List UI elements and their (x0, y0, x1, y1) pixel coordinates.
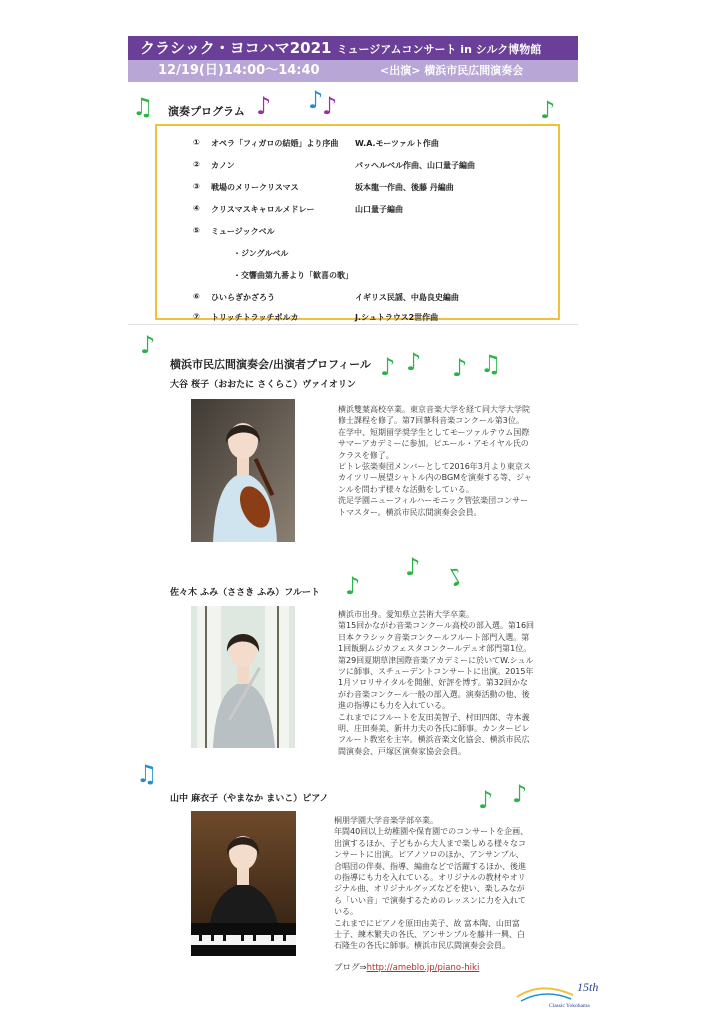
bio-line: 年間40回以上幼稚園や保育園でのコンサートを企画、 (334, 827, 529, 837)
logo-anniversary: 15th (577, 980, 599, 994)
program-number: ① (193, 138, 200, 147)
program-heading: 演奏プログラム (168, 105, 245, 118)
concert-subtitle: ミュージアムコンサート in シルク博物館 (336, 43, 542, 56)
music-note-icon: ♫ (136, 760, 158, 788)
flutist-photo (191, 606, 295, 748)
logo-brand: Classic Yokohama (549, 1003, 590, 1009)
performer-name: 山中 麻衣子（やまなか まいこ）ピアノ (170, 794, 329, 804)
bio-line: 日本クラシック音楽コンクールフルート部門入選。第 (338, 632, 530, 642)
blog-line (334, 961, 479, 973)
music-note-icon: ♪ (256, 92, 272, 120)
bio-line: 第15回かながわ音楽コンクール高校の部入選。第16回 (338, 621, 535, 631)
bio-line: これまでにフルートを友田美智子、村田四郎、寺本義 (338, 712, 530, 722)
violinist-photo (191, 399, 295, 542)
program-piece: クリスマスキャロルメドレー (211, 205, 315, 214)
performer-label: <出演> 横浜市民広間演奏会 (380, 64, 524, 77)
bio-line: 1月ソロリサイタルを開催、好評を博す。第32回かな (338, 678, 528, 688)
bio-line: 横浜市出身。愛知県立芸術大学卒業。 (338, 610, 474, 619)
program-composer: 山口量子編曲 (355, 205, 403, 214)
program-item (193, 204, 553, 218)
music-note-icon: ♪ (405, 553, 421, 581)
bio-line: 修士課程を修了。第7回蓼科音楽コンクール第3位。 (338, 416, 524, 426)
performer-bio (338, 609, 534, 757)
classic-yokohama-logo (515, 975, 625, 1011)
program-piece: 戦場のメリークリスマス (211, 183, 299, 192)
bio-line: 間演奏会、戸塚区演奏家協会会員。 (338, 746, 466, 756)
program-piece: ひいらぎかざろう (211, 293, 275, 302)
bio-line: ンルを問わず様々な活動をしている。 (338, 484, 474, 494)
program-number: ③ (193, 182, 200, 191)
music-note-icon: ♪ (380, 353, 396, 381)
program-number: ② (193, 160, 200, 169)
program-piece: オペラ「フィガロの結婚」より序曲 (211, 139, 339, 148)
program-number: ⑥ (193, 292, 200, 301)
music-note-icon: ♪ (345, 572, 361, 600)
program-composer: 坂本龍一作曲、後藤 丹編曲 (355, 183, 454, 192)
music-note-icon: ♪ (140, 331, 156, 359)
date-banner (128, 60, 578, 82)
music-note-icon: ♪ (442, 561, 470, 593)
program-item (193, 226, 553, 240)
program-piece: ミュージックベル (211, 227, 275, 236)
music-note-icon: ♪ (322, 92, 338, 120)
music-note-icon: ♪ (308, 86, 324, 114)
music-note-icon: ♪ (478, 786, 494, 814)
program-item (193, 160, 553, 174)
bio-line: フルート教室を主宰。横浜音楽文化協会、横浜市民広 (338, 735, 530, 745)
program-piece: カノン (211, 161, 235, 170)
bio-line: 出演するほか、子どもから大人まで楽しめる様々なコ (334, 838, 526, 848)
bio-line: 明、庄田奏美、新井力夫の各氏に師事。カンタービレ (338, 724, 530, 734)
bio-line: 士子、練木繁夫の各氏、アンサンブルを藤井一興、白 (334, 930, 525, 940)
bio-line: ら「いい音」で演奏するためのレッスンに力を入れて (334, 895, 526, 905)
bio-line: トマスター。横浜市民広間演奏会会員。 (338, 507, 482, 517)
bio-line: 洗足学園ニューフィルハーモニック管弦楽団コンサー (338, 496, 529, 506)
bio-line: ンサートに出演。ピアノソロのほか、アンサンブル、 (334, 850, 524, 860)
program-composer: J.シュトラウス2世作曲 (355, 313, 439, 322)
bio-line: がわ音楽コンクール一般の部入選。演奏活動の他、後 (338, 689, 530, 699)
program-number: ⑤ (193, 226, 200, 235)
bio-line: ピトレ弦楽奏団メンバーとして2016年3月より東京ス (338, 462, 531, 472)
program-piece: ・交響曲第九番より「歓喜の歌」 (233, 271, 353, 280)
program-item (193, 292, 553, 306)
bio-line: これまでにピアノを原田由美子、故 富本陶、山田富 (334, 918, 520, 928)
blog-label: ブログ⇒ (334, 963, 367, 973)
program-item (193, 182, 553, 196)
program-box (155, 124, 560, 320)
bio-line: サマーアカデミーに参加。ピエール・アモイヤル氏の (338, 439, 529, 449)
music-note-icon: ♪ (540, 96, 556, 124)
bio-line: 合唱団の伴奏、指導、編曲などで活躍するほか、後進 (334, 861, 526, 871)
performer-name: 大谷 桜子（おおたに さくらこ）ヴァイオリン (170, 380, 356, 390)
bio-line: ツに師事、スチューデントコンサートに出演。2015年 (338, 667, 534, 677)
program-composer: イギリス民謡、中島良史編曲 (355, 293, 459, 302)
bio-line: 在学中、短期留学奨学生としてモーツァルテウム国際 (338, 427, 530, 437)
program-number: ⑦ (193, 312, 200, 321)
blog-link[interactable]: http://ameblo.jp/piano-hiki (366, 963, 480, 973)
music-note-icon: ♪ (452, 354, 468, 382)
pianist-photo (191, 811, 296, 956)
concert-date: 12/19(日)14:00〜14:40 (158, 63, 320, 78)
music-note-icon: ♪ (406, 348, 422, 376)
bio-line: 進の指導にも力を入れている。 (338, 701, 450, 711)
performer-bio (338, 404, 532, 518)
music-note-icon: ♫ (480, 350, 502, 378)
program-composer: パッヘルベル作曲、山口量子編曲 (355, 161, 475, 170)
section-divider (128, 324, 578, 325)
bio-line: 1回飯網ムジカフェスタコンクールデュオ部門第1位。 (338, 644, 532, 654)
bio-line: カイツリー展望シャトル内のBGMを演奏する等、ジャ (338, 473, 532, 483)
program-subitem (193, 270, 553, 284)
bio-line: 桐朋学園大学音楽学部卒業。 (334, 816, 438, 825)
bio-line: 横浜雙葉高校卒業。東京音楽大学を経て同大学大学院 (338, 405, 530, 414)
profile-heading: 横浜市民広間演奏会/出演者プロフィール (170, 358, 371, 371)
program-number: ④ (193, 204, 200, 213)
program-piece: ・ジングルベル (233, 249, 289, 258)
music-note-icon: ♫ (132, 93, 154, 121)
title-banner (128, 36, 578, 60)
program-composer: W.A.モーツァルト作曲 (355, 139, 439, 148)
bio-line: ジナル曲、オリジナルグッズなどを使い、楽しみなが (334, 884, 525, 894)
music-note-icon: ♪ (512, 780, 528, 808)
program-piece: トリッチトラッチポルカ (211, 313, 299, 322)
bio-line: クラスを修了。 (338, 450, 394, 460)
bio-line: いる。 (334, 907, 358, 917)
concert-title: クラシック・ヨコハマ2021 (140, 39, 332, 57)
performer-bio (334, 815, 528, 952)
performer-name: 佐々木 ふみ（ささき ふみ）フルート (170, 588, 320, 598)
program-item (193, 138, 553, 152)
bio-line: の指導にも力を入れている。オリジナルの教材やオリ (334, 873, 526, 883)
bio-line: 第29回夏期草津国際音楽アカデミーに於いてW.シュル (338, 655, 534, 665)
bio-line: 石隆生の各氏に師事。横浜市民広間演奏会会員。 (334, 941, 510, 951)
program-subitem (193, 248, 553, 262)
